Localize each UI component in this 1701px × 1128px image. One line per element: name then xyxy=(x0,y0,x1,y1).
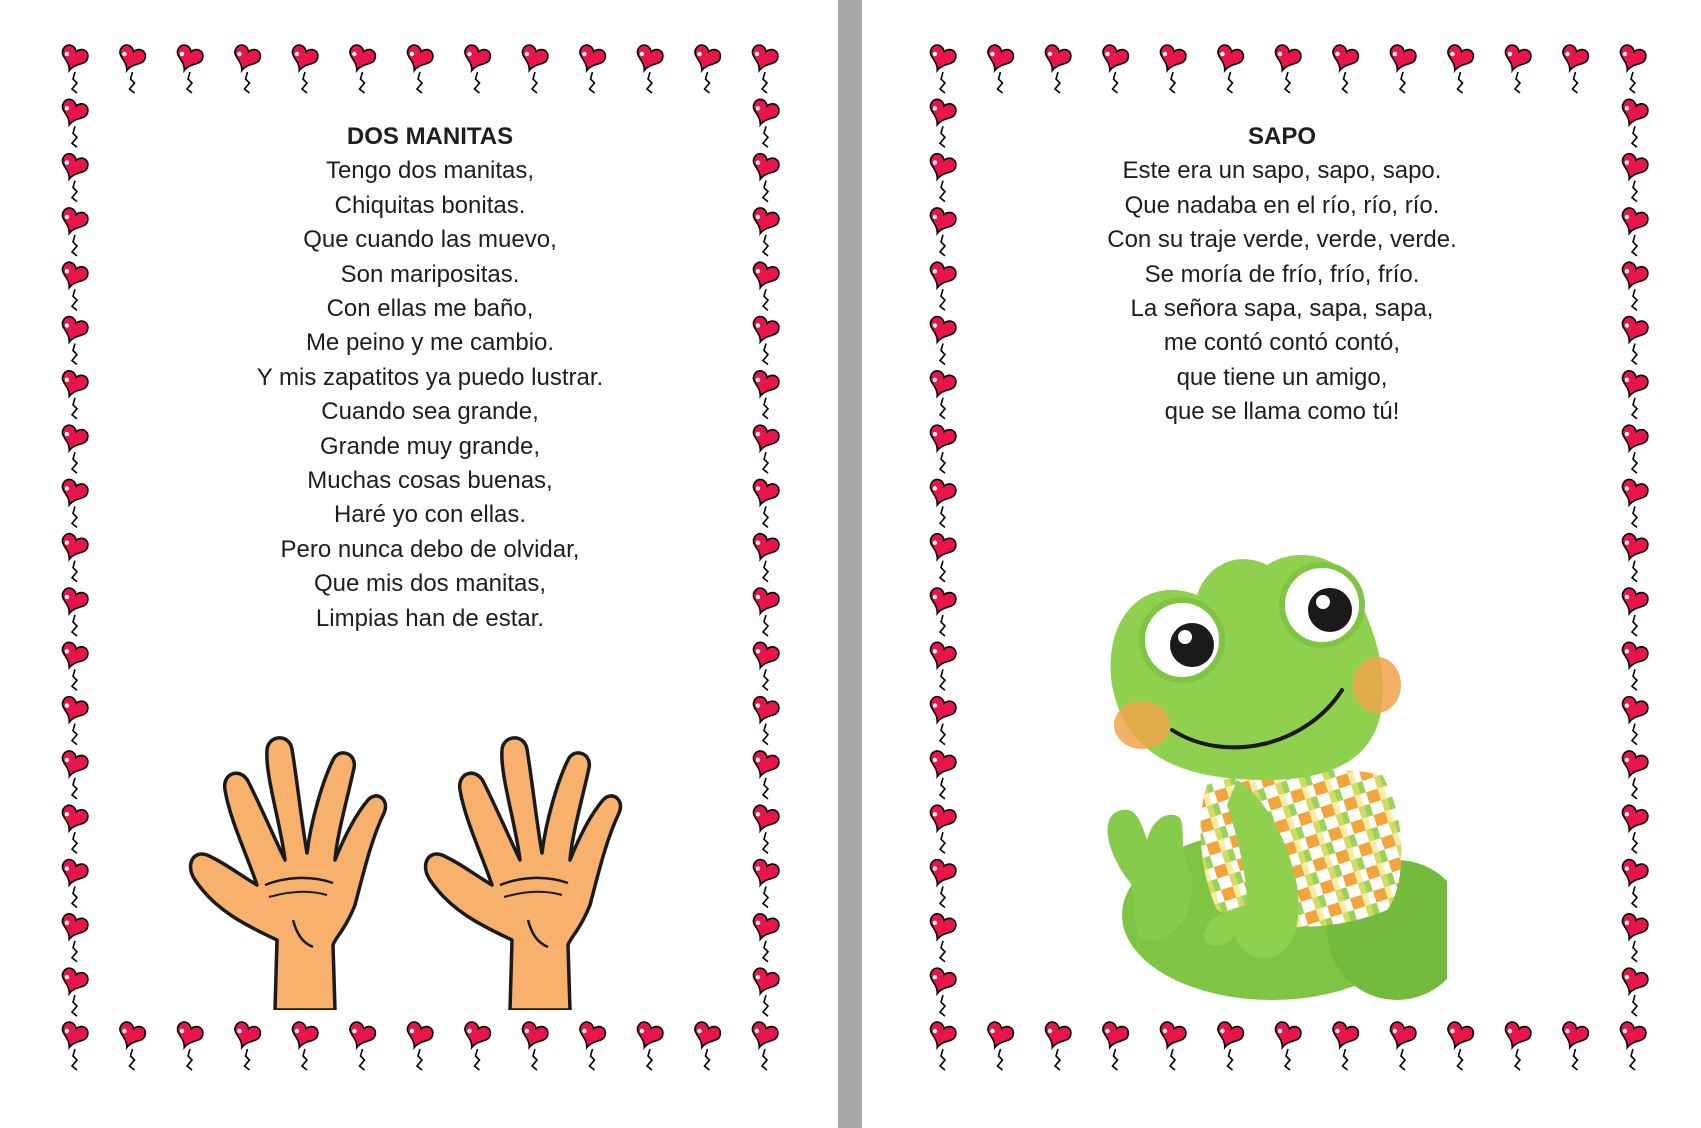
heart-balloon-icon xyxy=(1500,1020,1533,1070)
heart-balloon-icon xyxy=(172,43,205,93)
heart-balloon-icon xyxy=(1617,260,1650,310)
heart-balloon-icon xyxy=(925,98,958,148)
heart-balloon-icon xyxy=(1617,478,1650,528)
heart-balloon-icon xyxy=(1615,43,1648,93)
poem-dos-manitas xyxy=(170,120,690,636)
heart-balloon-icon xyxy=(748,260,781,310)
heart-balloon-icon xyxy=(1500,43,1533,93)
poem-line: Que nadaba en el río, río, río. xyxy=(1124,191,1440,219)
heart-balloon-icon xyxy=(1155,43,1188,93)
poem-line: Con ellas me baño, xyxy=(326,295,534,323)
heart-balloon-icon xyxy=(1617,912,1650,962)
heart-balloon-icon xyxy=(57,423,90,473)
heart-balloon-icon xyxy=(1617,695,1650,745)
heart-balloon-icon xyxy=(57,260,90,310)
heart-balloon-icon xyxy=(748,315,781,365)
heart-balloon-icon xyxy=(747,43,780,93)
heart-balloon-icon xyxy=(57,43,90,93)
heart-balloon-icon xyxy=(925,586,958,636)
heart-balloon-icon xyxy=(114,1020,147,1070)
poem-title: DOS MANITAS xyxy=(346,123,514,150)
heart-balloon-icon xyxy=(1212,43,1245,93)
heart-balloon-icon xyxy=(1617,98,1650,148)
heart-balloon-icon xyxy=(459,43,492,93)
heart-balloon-icon xyxy=(925,803,958,853)
heart-balloon-icon xyxy=(1557,1020,1590,1070)
heart-balloon-icon xyxy=(517,1020,550,1070)
heart-balloon-icon xyxy=(57,532,90,582)
heart-balloon-icon xyxy=(1617,966,1650,1016)
heart-balloon-icon xyxy=(57,369,90,419)
heart-balloon-icon xyxy=(402,1020,435,1070)
heart-balloon-icon xyxy=(1385,1020,1418,1070)
poem-line: Que mis dos manitas, xyxy=(313,570,547,598)
heart-balloon-icon xyxy=(748,641,781,691)
poem-line: me contó contó contó, xyxy=(1163,329,1401,357)
poem-line: que se llama como tú! xyxy=(1164,398,1400,426)
heart-balloon-icon xyxy=(57,478,90,528)
heart-balloon-icon xyxy=(517,43,550,93)
heart-balloon-icon xyxy=(57,695,90,745)
poem-line: Cuando sea grande, xyxy=(321,398,539,426)
heart-balloon-icon xyxy=(925,695,958,745)
page-divider xyxy=(838,0,862,1128)
heart-balloon-icon xyxy=(925,206,958,256)
poem-line: La señora sapa, sapa, sapa, xyxy=(1130,295,1434,323)
heart-balloon-icon xyxy=(1270,1020,1303,1070)
heart-balloon-icon xyxy=(632,1020,665,1070)
heart-balloon-icon xyxy=(1617,152,1650,202)
heart-balloon-icon xyxy=(57,966,90,1016)
heart-balloon-icon xyxy=(1617,749,1650,799)
heart-balloon-icon xyxy=(748,695,781,745)
heart-balloon-icon xyxy=(925,858,958,908)
poem-line: Tengo dos manitas, xyxy=(325,157,535,185)
heart-balloon-icon xyxy=(748,369,781,419)
heart-balloon-icon xyxy=(57,749,90,799)
poem-line: Este era un sapo, sapo, sapo. xyxy=(1122,157,1442,185)
heart-balloon-icon xyxy=(57,912,90,962)
heart-balloon-icon xyxy=(982,1020,1015,1070)
heart-balloon-icon xyxy=(57,315,90,365)
heart-balloon-icon xyxy=(1040,43,1073,93)
heart-balloon-icon xyxy=(287,1020,320,1070)
heart-balloon-icon xyxy=(1617,423,1650,473)
heart-balloon-icon xyxy=(748,912,781,962)
poem-line: Pero nunca debo de olvidar, xyxy=(280,535,580,563)
heart-balloon-icon xyxy=(1442,43,1475,93)
heart-balloon-icon xyxy=(1615,1020,1648,1070)
poem-line: que tiene un amigo, xyxy=(1176,363,1388,391)
heart-balloon-icon xyxy=(1212,1020,1245,1070)
poem-line: Limpias han de estar. xyxy=(315,604,545,632)
poem-sapo xyxy=(992,120,1572,430)
heart-balloon-icon xyxy=(172,1020,205,1070)
poem-title: SAPO xyxy=(1247,123,1316,150)
heart-balloon-icon xyxy=(748,423,781,473)
heart-balloon-icon xyxy=(632,43,665,93)
heart-balloon-icon xyxy=(57,586,90,636)
poem-line: Grande muy grande, xyxy=(319,432,541,460)
poem-line: Muchas cosas buenas, xyxy=(307,467,553,495)
heart-balloon-icon xyxy=(57,803,90,853)
heart-balloon-icon xyxy=(1327,43,1360,93)
heart-balloon-icon xyxy=(982,43,1015,93)
heart-balloon-icon xyxy=(57,152,90,202)
heart-balloon-icon xyxy=(114,43,147,93)
heart-balloon-icon xyxy=(748,749,781,799)
frog-body xyxy=(1108,555,1447,1000)
heart-balloon-icon xyxy=(748,206,781,256)
heart-balloon-icon xyxy=(1040,1020,1073,1070)
right-hand-icon xyxy=(426,738,621,1010)
heart-balloon-icon xyxy=(57,641,90,691)
heart-balloon-icon xyxy=(689,1020,722,1070)
frog-illustration xyxy=(1087,555,1447,1010)
heart-balloon-icon xyxy=(1617,641,1650,691)
heart-balloon-icon xyxy=(57,858,90,908)
heart-balloon-icon xyxy=(1327,1020,1360,1070)
heart-balloon-icon xyxy=(344,1020,377,1070)
heart-balloon-icon xyxy=(925,478,958,528)
heart-balloon-icon xyxy=(1617,369,1650,419)
heart-balloon-icon xyxy=(459,1020,492,1070)
heart-balloon-icon xyxy=(1270,43,1303,93)
heart-balloon-icon xyxy=(574,1020,607,1070)
heart-balloon-icon xyxy=(925,260,958,310)
poem-line: Se moría de frío, frío, frío. xyxy=(1144,260,1420,288)
heart-balloon-icon xyxy=(1155,1020,1188,1070)
heart-balloon-icon xyxy=(1617,803,1650,853)
heart-balloon-icon xyxy=(344,43,377,93)
heart-balloon-icon xyxy=(925,749,958,799)
left-hand-icon xyxy=(191,738,386,1010)
heart-balloon-icon xyxy=(1617,206,1650,256)
poem-line: Chiquitas bonitas. xyxy=(334,191,526,219)
heart-balloon-icon xyxy=(57,1020,90,1070)
page-sapo xyxy=(862,0,1701,1128)
heart-balloon-icon xyxy=(748,966,781,1016)
heart-balloon-icon xyxy=(574,43,607,93)
poem-line: Y mis zapatitos ya puedo lustrar. xyxy=(256,363,604,391)
hands-illustration xyxy=(185,735,665,1010)
heart-balloon-icon xyxy=(229,1020,262,1070)
heart-balloon-icon xyxy=(748,803,781,853)
heart-balloon-icon xyxy=(1617,315,1650,365)
heart-balloon-icon xyxy=(402,43,435,93)
heart-balloon-icon xyxy=(1442,1020,1475,1070)
heart-balloon-icon xyxy=(748,152,781,202)
heart-balloon-icon xyxy=(925,315,958,365)
heart-balloon-icon xyxy=(1385,43,1418,93)
heart-balloon-icon xyxy=(925,912,958,962)
heart-balloon-icon xyxy=(57,98,90,148)
heart-balloon-icon xyxy=(925,152,958,202)
heart-balloon-icon xyxy=(1617,586,1650,636)
heart-balloon-icon xyxy=(748,98,781,148)
heart-balloon-icon xyxy=(748,478,781,528)
heart-balloon-icon xyxy=(1557,43,1590,93)
heart-balloon-icon xyxy=(925,641,958,691)
poem-line: Haré yo con ellas. xyxy=(333,501,527,529)
heart-balloon-icon xyxy=(748,586,781,636)
heart-balloon-icon xyxy=(925,1020,958,1070)
page-dos-manitas xyxy=(0,0,838,1128)
heart-balloon-icon xyxy=(57,206,90,256)
heart-balloon-icon xyxy=(748,532,781,582)
heart-balloon-icon xyxy=(748,858,781,908)
heart-balloon-icon xyxy=(1617,858,1650,908)
heart-balloon-icon xyxy=(925,369,958,419)
heart-balloon-icon xyxy=(925,532,958,582)
heart-balloon-icon xyxy=(925,966,958,1016)
heart-balloon-icon xyxy=(925,423,958,473)
poem-line: Son maripositas. xyxy=(340,260,520,288)
heart-balloon-icon xyxy=(229,43,262,93)
heart-balloon-icon xyxy=(287,43,320,93)
heart-balloon-icon xyxy=(1097,1020,1130,1070)
heart-balloon-icon xyxy=(1097,43,1130,93)
poem-line: Que cuando las muevo, xyxy=(303,226,557,254)
poem-line: Con su traje verde, verde, verde. xyxy=(1107,226,1457,254)
heart-balloon-icon xyxy=(747,1020,780,1070)
heart-balloon-icon xyxy=(1617,532,1650,582)
heart-balloon-icon xyxy=(689,43,722,93)
heart-balloon-icon xyxy=(925,43,958,93)
poem-line: Me peino y me cambio. xyxy=(305,329,555,357)
